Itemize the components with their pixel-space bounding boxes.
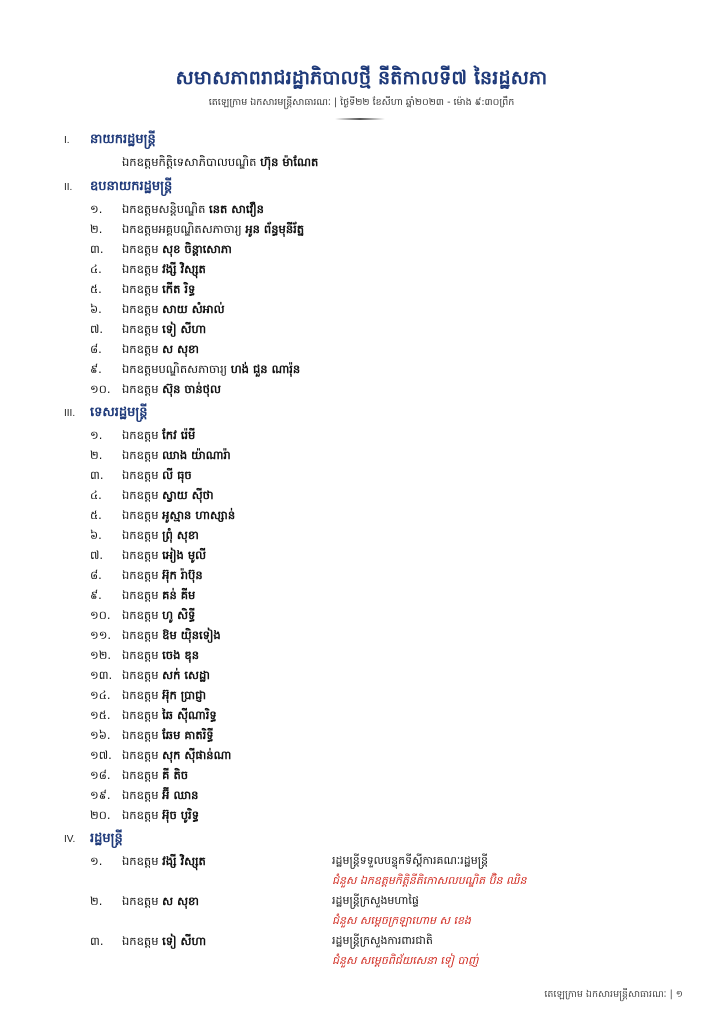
person: [122, 608, 195, 625]
list-item: [0, 766, 723, 786]
person: [122, 262, 206, 279]
person: [122, 788, 198, 805]
page-footer: តេឡេក្រាម ឯកសារមន្ត្រីសាធារណៈ | ១: [544, 989, 683, 1000]
section-ministers: [0, 830, 723, 972]
document-title: សមាសភាពរាជរដ្ឋាភិបាលថ្មី នីតិកាលទី៧ នៃរដ្ឋសភា: [175, 67, 548, 89]
list-item: [0, 220, 723, 240]
list-item: [0, 606, 723, 626]
honorific: ឯកឧត្តម: [122, 854, 159, 868]
list-item: [0, 666, 723, 686]
item-number: ១៣.: [90, 668, 113, 682]
item-number: ៣.: [90, 242, 104, 256]
replacement-note: ជំនួស សម្តេចពិជ័យសេនា ទៀ បាញ់: [332, 954, 479, 967]
list-item: [0, 240, 723, 260]
list-item: [0, 626, 723, 646]
list-item: [0, 380, 723, 400]
document-subtitle: តេឡេក្រាម ឯកសារមន្ត្រីសាធារណៈ | ថ្ងៃទី២២ ខែសីហា ឆ្នាំ២០២៣ - ម៉ោង ៩:៣០ព្រឹក: [208, 97, 515, 108]
honorific: ឯកឧត្តម: [122, 282, 159, 296]
honorific: ឯកឧត្តម: [122, 934, 159, 948]
item-number: ១១.: [90, 628, 112, 642]
honorific: ឯកឧត្តម: [122, 342, 159, 356]
item-number: ៤.: [90, 488, 102, 502]
honorific: ឯកឧត្តម: [122, 748, 159, 762]
item-number: ២.: [90, 894, 103, 908]
list-item: [0, 806, 723, 826]
person: [122, 468, 192, 485]
person-name: អូស្មាន ហាស្សាន់: [162, 508, 236, 522]
item-number: ៣.: [90, 468, 104, 482]
person-name: ឆែម គាតរិទ្ធី: [162, 728, 214, 742]
honorific: ឯកឧត្តម: [122, 322, 159, 336]
person-name: អ៊ុច បូរិទ្ធ: [162, 808, 200, 822]
person-name: វង្សី វិស្សុត: [162, 854, 206, 868]
honorific: ឯកឧត្តម: [122, 262, 159, 276]
honorific: ឯកឧត្តម: [122, 628, 159, 642]
person: [122, 448, 231, 465]
item-number: ១៩.: [90, 788, 111, 802]
list-item: [0, 446, 723, 466]
honorific: ឯកឧត្តម: [122, 488, 159, 502]
item-number: ៩.: [90, 588, 102, 602]
person: [122, 508, 235, 525]
section-prime-minister: [0, 131, 723, 173]
item-number: ៥.: [90, 282, 102, 296]
item-number: ២.: [90, 448, 103, 462]
list-item: [0, 932, 723, 952]
person: [122, 668, 210, 685]
honorific: ឯកឧត្តម: [122, 768, 159, 782]
person: [122, 708, 217, 725]
replacement-note-row: [0, 912, 723, 932]
honorific: ឯកឧត្តម: [122, 568, 159, 582]
honorific: ឯកឧត្តម: [122, 728, 159, 742]
person-name: ចេង ឌុន: [162, 648, 200, 662]
list-item: [0, 586, 723, 606]
list-item: [0, 466, 723, 486]
list-item: [0, 526, 723, 546]
list-item: [0, 892, 723, 912]
honorific: ឯកឧត្តម: [122, 648, 159, 662]
ministry-role: រដ្ឋមន្ត្រីក្រសួងការពារជាតិ: [332, 934, 433, 947]
item-number: ១០.: [90, 382, 111, 396]
person-name: អ៊ី ឈាន: [162, 788, 199, 802]
title-divider: [335, 118, 385, 120]
list-item: [0, 706, 723, 726]
person: [122, 894, 199, 911]
section-senior-ministers: [0, 404, 723, 826]
replacement-note-row: [0, 952, 723, 972]
person-name: សុក ស៊ីផាន់ណា: [162, 748, 232, 762]
honorific: ឯកឧត្តម: [122, 668, 159, 682]
honorific: ឯកឧត្តម: [122, 468, 159, 482]
item-number: ១៦.: [90, 728, 111, 742]
person-name: សុខ ចិន្តាសោភា: [162, 242, 232, 256]
item-number: ៥.: [90, 508, 102, 522]
person: [122, 528, 199, 545]
honorific: ឯកឧត្តម: [122, 608, 159, 622]
person: [122, 854, 206, 871]
list-item: [0, 300, 723, 320]
person: [122, 202, 264, 219]
person-name: ស សុខា: [162, 342, 200, 356]
person: [122, 568, 203, 585]
person: [122, 342, 199, 359]
person-name: ឆៃ ស៊ីណារិទ្ធ: [162, 708, 217, 722]
list-item: [0, 686, 723, 706]
list-item: [0, 320, 723, 340]
list-item: [0, 486, 723, 506]
item-number: ១៥.: [90, 708, 111, 722]
person-name: សក់ សេដ្ឋា: [162, 668, 210, 682]
person-name: ស៊ុន ចាន់ថុល: [162, 382, 221, 396]
item-number: ៩.: [90, 362, 102, 376]
replacement-note-row: [0, 872, 723, 892]
person: [122, 302, 225, 319]
replacement-note: ជំនួស ឯកឧត្តមកិត្តិនីតិកោសលបណ្ឌិត ប៊ិន ឈិន: [332, 874, 527, 887]
person-name: នេត សាវឿន: [209, 202, 264, 216]
list-item: [0, 786, 723, 806]
honorific: ឯកឧត្តម: [122, 528, 159, 542]
person: [122, 728, 214, 745]
honorific: ឯកឧត្តម: [122, 428, 159, 442]
list-item: [0, 566, 723, 586]
person-name: អ៊ុក ប្រាជ្ញា: [162, 688, 207, 702]
item-number: ១២.: [90, 648, 112, 662]
honorific: ឯកឧត្តម: [122, 382, 159, 396]
section-number: I.: [64, 135, 70, 146]
item-number: ២.: [90, 222, 103, 236]
person: [122, 488, 214, 505]
person: [122, 628, 221, 645]
item-number: ១.: [90, 854, 103, 868]
person-name: ហូ សិទ្ធី: [162, 608, 196, 622]
list-item: [0, 646, 723, 666]
person: [122, 222, 304, 239]
item-number: ៧.: [90, 548, 104, 562]
person-name: ទៀ សីហា: [162, 322, 207, 336]
replacement-note: ជំនួស សម្តេចក្រឡាហោម ស ខេង: [332, 914, 471, 927]
person-name: វង្សី វិស្សុត: [162, 262, 206, 276]
item-number: ១០.: [90, 608, 111, 622]
person-name: អ៊ុក រ៉ាប៊ុន: [162, 568, 203, 582]
honorific: ឯកឧត្តម: [122, 808, 159, 822]
honorific: ឯកឧត្តមកិត្តិទេសាភិបាលបណ្ឌិត: [122, 155, 257, 169]
honorific: ឯកឧត្តម: [122, 588, 159, 602]
person: [122, 322, 206, 339]
person: [122, 768, 188, 785]
section-number: II.: [64, 182, 73, 193]
item-number: ១៨.: [90, 768, 111, 782]
person-name: សាយ សំអាល់: [162, 302, 225, 316]
list-item: [0, 260, 723, 280]
section-number: IV.: [64, 834, 76, 845]
item-number: ៨.: [90, 342, 102, 356]
list-item: [0, 506, 723, 526]
person-name: ស សុខា: [162, 894, 200, 908]
list-item: [0, 360, 723, 380]
item-number: ៦.: [90, 528, 102, 542]
person-name: គី តិច: [162, 768, 189, 782]
honorific: ឯកឧត្តម: [122, 448, 159, 462]
item-number: ១៧.: [90, 748, 112, 762]
section-number: III.: [64, 408, 76, 419]
person-name: ទៀ សីហា: [162, 934, 207, 948]
honorific: ឯកឧត្តម: [122, 302, 159, 316]
person: [122, 934, 206, 951]
honorific: ឯកឧត្តម: [122, 548, 159, 562]
person: [122, 688, 206, 705]
person: [122, 808, 199, 825]
honorific: ឯកឧត្តមបណ្ឌិតសភាចារ្យ: [122, 362, 228, 376]
ministry-role: រដ្ឋមន្ត្រីទទួលបន្ទុកទីស្តីការគណៈរដ្ឋមន្ត្រី: [332, 854, 489, 867]
list-item: [0, 153, 723, 173]
honorific: ឯកឧត្តម: [122, 688, 159, 702]
honorific: ឯកឧត្តម: [122, 508, 159, 522]
person-name: ឈាង យ៉ាណារ៉ា: [162, 448, 231, 462]
item-number: ៧.: [90, 322, 104, 336]
person: [122, 282, 195, 299]
section-deputy-prime-ministers: [0, 178, 723, 400]
person-name: ហង់ ជួន ណារ៉ុន: [230, 362, 301, 376]
person-name: លី ធុច: [162, 468, 192, 482]
item-number: ២០.: [90, 808, 111, 822]
section-title: ទេសរដ្ឋមន្ត្រី: [90, 405, 148, 420]
person: [122, 428, 195, 445]
honorific: ឯកឧត្តម: [122, 708, 159, 722]
honorific: ឯកឧត្តមអគ្គបណ្ឌិតសភាចារ្យ: [122, 222, 242, 236]
person: [122, 548, 206, 565]
honorific: ឯកឧត្តម: [122, 894, 159, 908]
person: [122, 588, 195, 605]
list-item: [0, 200, 723, 220]
list-item: [0, 426, 723, 446]
person-name: គន់ គីម: [162, 588, 196, 602]
person-name: អូន ព័ន្ធមុនីរ័ត្ន: [245, 222, 305, 236]
person-name: កែវ រ៉េមី: [162, 428, 196, 442]
person-name: ហ៊ុន ម៉ាណែត: [260, 155, 319, 169]
honorific: ឯកឧត្តម: [122, 788, 159, 802]
person: [122, 382, 221, 399]
item-number: ៤.: [90, 262, 102, 276]
section-title: រដ្ឋមន្ត្រី: [90, 831, 123, 846]
person-name: អៀង មូលី: [162, 548, 207, 562]
person: [122, 748, 231, 765]
person-name: ឱម យ៉ិនទៀង: [162, 628, 221, 642]
list-item: [0, 852, 723, 872]
ministry-role: រដ្ឋមន្ត្រីក្រសួងមហាផ្ទៃ: [332, 894, 419, 907]
honorific: ឯកឧត្តមសន្តិបណ្ឌិត: [122, 202, 206, 216]
person: [122, 242, 232, 259]
item-number: ៣.: [90, 934, 104, 948]
list-item: [0, 726, 723, 746]
section-title: ឧបនាយករដ្ឋមន្ត្រី: [90, 179, 173, 194]
list-item: [0, 746, 723, 766]
item-number: ១.: [90, 428, 103, 442]
list-item: [0, 340, 723, 360]
person: [122, 362, 300, 379]
honorific: ឯកឧត្តម: [122, 242, 159, 256]
person-name: ស្វាយ ស៊ីថា: [162, 488, 214, 502]
person: [122, 648, 199, 665]
item-number: ៦.: [90, 302, 102, 316]
list-item: [0, 280, 723, 300]
section-title: នាយករដ្ឋមន្ត្រី: [90, 132, 156, 147]
item-number: ១.: [90, 202, 103, 216]
item-number: ១៤.: [90, 688, 111, 702]
item-number: ៨.: [90, 568, 102, 582]
list-item: [0, 546, 723, 566]
person-name: កើត រិទ្ធ: [162, 282, 196, 296]
person-name: ព្រុំ សុខា: [162, 528, 199, 542]
